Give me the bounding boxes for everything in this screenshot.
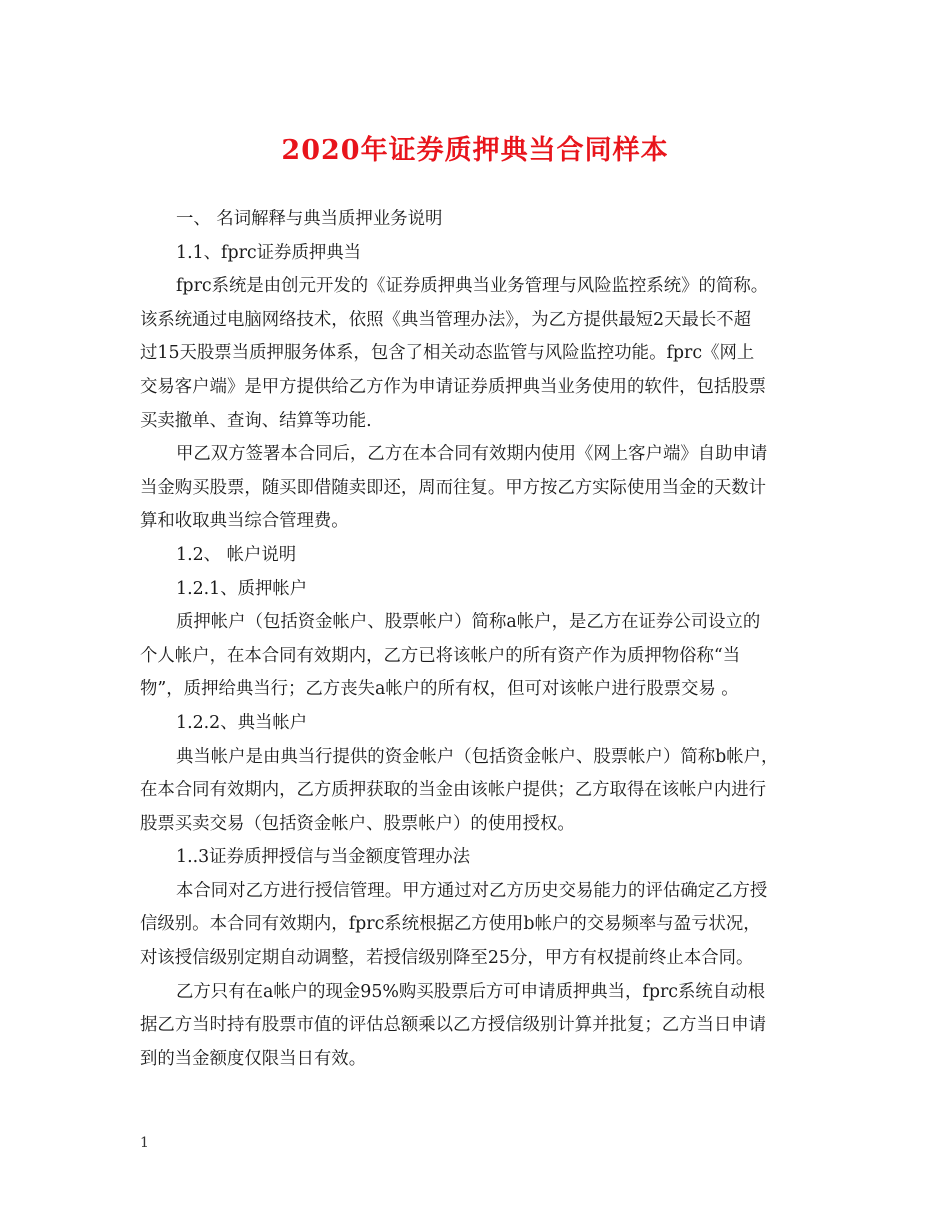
text-line: 在本合同有效期内，乙方质押获取的当金由该帐户提供；乙方取得在该帐户内进行 [140,780,767,801]
text-line: 股票买卖交易（包括资金帐户、股票帐户）的使用授权。 [140,813,575,834]
text-line: 乙方只有在a帐户的现金95%购买股票后方可申请质押典当，fprc系统自动根 [176,981,765,1002]
text-line: 算和收取典当综合管理费。 [140,511,349,532]
text-line: 个人帐户，在本合同有效期内，乙方已将该帐户的所有资产作为质押物俗称“当 [140,645,741,666]
document-title: 2020年证券质押典当合同样本 [281,135,669,166]
text-line: 据乙方当时持有股票市值的评估总额乘以乙方授信级别计算并批复；乙方当日申请 [140,1015,767,1036]
text-line: 1.2.2、典当帐户 [176,712,308,733]
document-body [140,203,820,1076]
text-line: 1.2.1、质押帐户 [176,578,308,599]
text-line: 1.2、 帐户说明 [176,544,297,565]
text-line: 到的当金额度仅限当日有效。 [140,1048,367,1069]
text-line: 一、 名词解释与典当质押业务说明 [176,209,443,229]
page-number: 1 [140,1135,149,1151]
text-line: fprc系统是由创元开发的《证券质押典当业务管理与风险监控系统》的简称。 [176,276,769,297]
text-line: 1..3证券质押授信与当金额度管理办法 [176,847,471,868]
text-line: 本合同对乙方进行授信管理。甲方通过对乙方历史交易能力的评估确定乙方授 [176,880,768,901]
text-line: 买卖撤单、查询、结算等功能. [140,410,372,431]
text-line: 信级别。本合同有效期内，fprc系统根据乙方使用b帐户的交易频率与盈亏状况， [140,914,761,935]
text-line: 1.1、fprc证券质押典当 [176,242,362,263]
text-line: 典当帐户是由典当行提供的资金帐户（包括资金帐户、股票帐户）简称b帐户， [176,746,779,767]
text-line: 该系统通过电脑网络技术，依照《典当管理办法》，为乙方提供最短2天最长不超 [140,309,752,330]
text-line: 甲乙双方签署本合同后，乙方在本合同有效期内使用《网上客户端》自助申请 [176,444,768,465]
text-line: 物”，质押给典当行；乙方丧失a帐户的所有权，但可对该帐户进行股票交易 。 [140,679,739,700]
text-line: 过15天股票当质押服务体系，包含了相关动态监管与风险监控功能。fprc《网上 [140,343,755,364]
text-line: 交易客户端》是甲方提供给乙方作为申请证券质押典当业务使用的软件，包括股票 [140,376,767,397]
text-line: 当金购买股票，随买即借随卖即还，周而往复。甲方按乙方实际使用当金的天数计 [140,477,767,498]
text-line: 质押帐户（包括资金帐户、股票帐户）简称a帐户，是乙方在证券公司设立的 [176,612,761,633]
text-line: 对该授信级别定期自动调整，若授信级别降至25分，甲方有权提前终止本合同。 [140,948,754,969]
